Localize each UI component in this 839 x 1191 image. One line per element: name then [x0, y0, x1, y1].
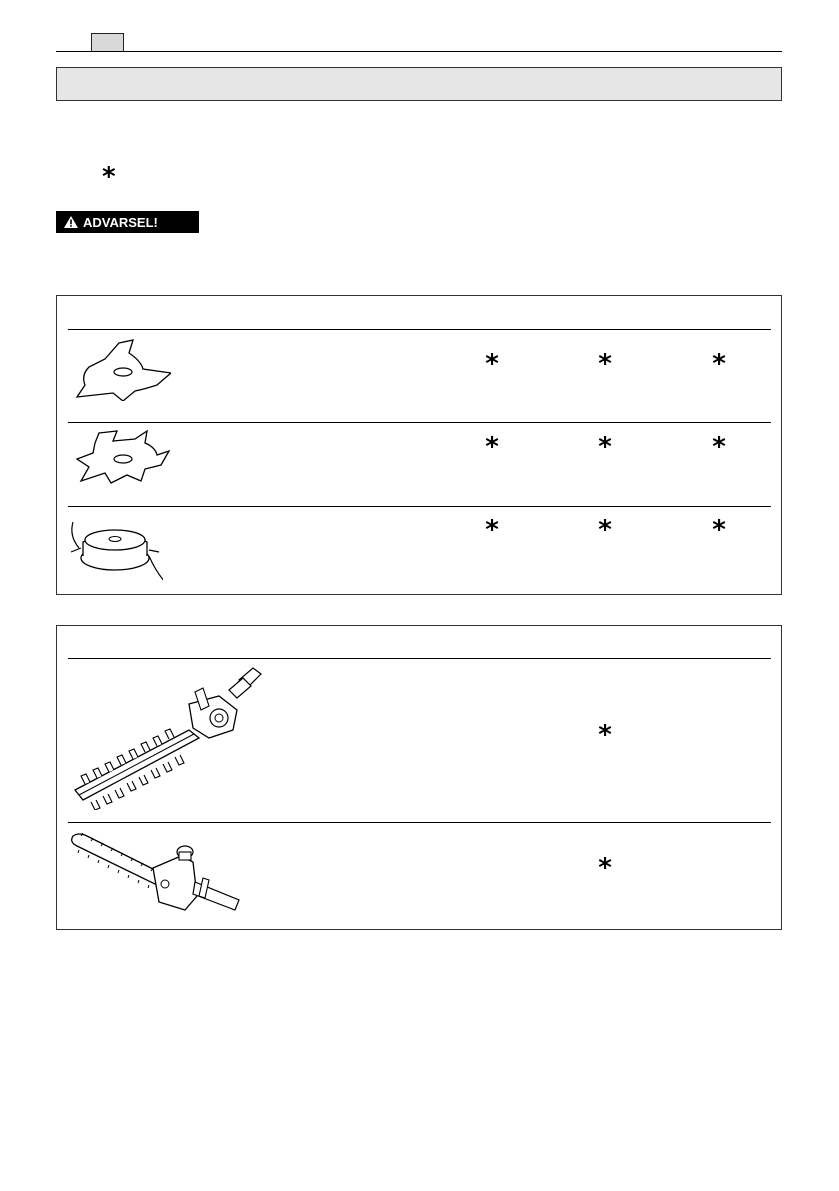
attachments-table: [56, 625, 782, 930]
four-tooth-blade-icon: [71, 429, 171, 487]
table-header-rule: [68, 658, 771, 659]
warning-triangle-icon: [64, 216, 78, 228]
section-title-bar: [56, 67, 782, 101]
legend-asterisk: *: [102, 162, 116, 192]
three-tooth-blade-icon: [71, 339, 171, 401]
table-header-rule: [68, 329, 771, 330]
compatibility-mark: *: [712, 515, 726, 545]
compatibility-mark: *: [712, 432, 726, 462]
compatibility-mark: *: [712, 349, 726, 379]
row-divider: [68, 822, 771, 823]
row-divider: [68, 506, 771, 507]
header-rule: [56, 51, 782, 52]
warning-text: ADVARSEL!: [83, 214, 158, 230]
pole-saw-attachment-icon: [67, 832, 241, 918]
page-number-tab: [91, 33, 124, 51]
trimmer-head-icon: [67, 514, 163, 586]
compatibility-mark: *: [485, 515, 499, 545]
row-divider: [68, 422, 771, 423]
cutting-tools-table: [56, 295, 782, 595]
compatibility-mark: *: [598, 515, 612, 545]
compatibility-mark: *: [485, 432, 499, 462]
warning-label: [56, 211, 199, 233]
compatibility-mark: *: [598, 720, 612, 750]
compatibility-mark: *: [598, 349, 612, 379]
compatibility-mark: *: [598, 853, 612, 883]
compatibility-mark: *: [485, 349, 499, 379]
hedge-trimmer-attachment-icon: [69, 666, 265, 810]
compatibility-mark: *: [598, 432, 612, 462]
